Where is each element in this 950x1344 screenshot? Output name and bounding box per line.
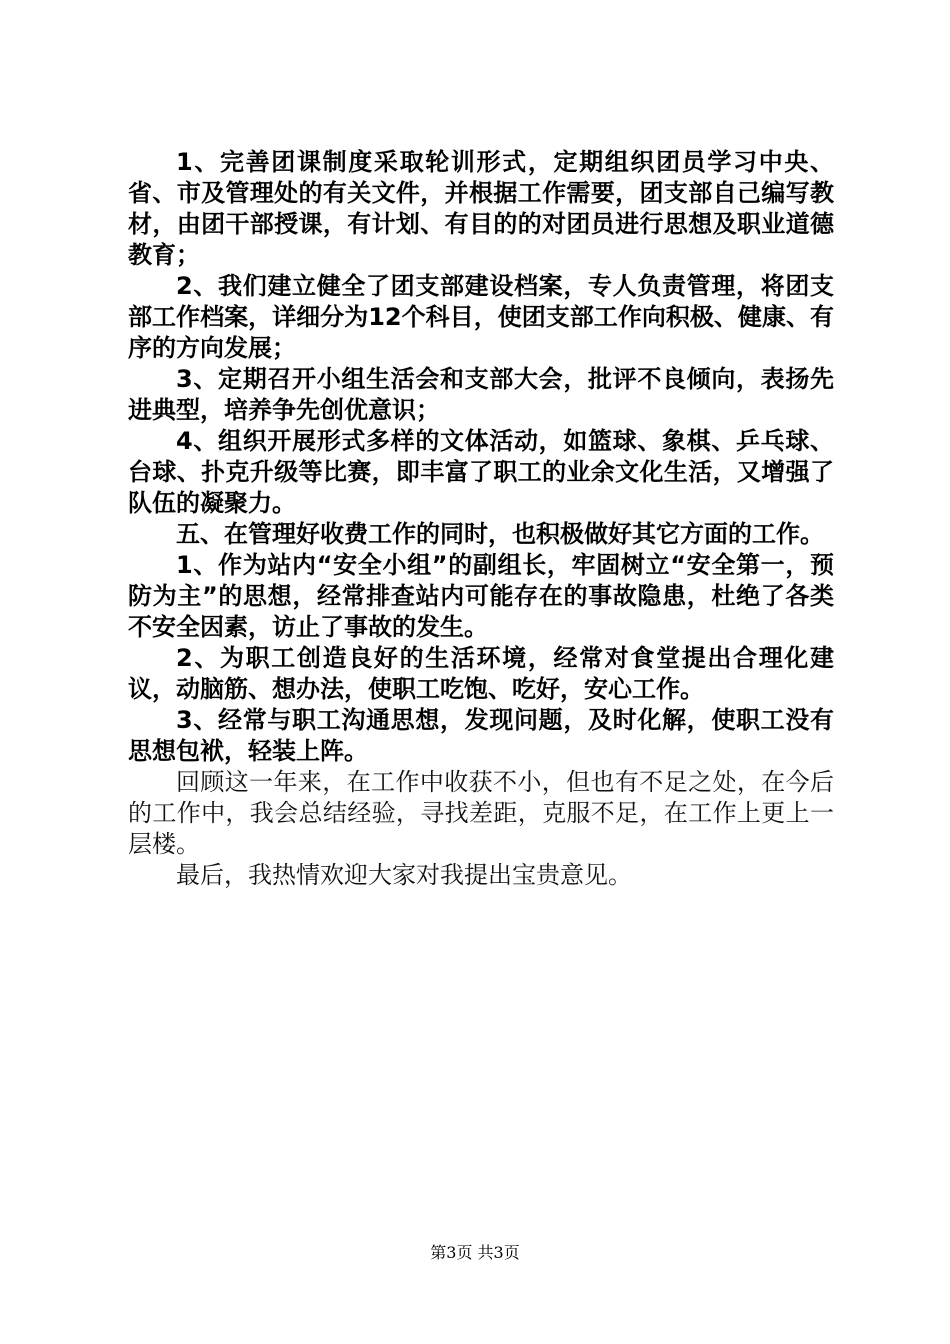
- paragraph-living-environment: 2、为职工创造良好的生活环境，经常对食堂提出合理化建议，动脑筋、想办法，使职工吃饱、吃好，安心工作。: [128, 644, 834, 703]
- paragraph-meetings: 3、定期召开小组生活会和支部大会，批评不良倾向，表扬先进典型，培养争先创优意识；: [128, 365, 834, 424]
- document-body: [128, 147, 834, 891]
- paragraph-safety: 1、作为站内“安全小组”的副组长，牢固树立“安全第一，预防为主”的思想，经常排查站内可能存在的事故隐患，杜绝了各类不安全因素，访止了事故的发生。: [128, 551, 834, 641]
- paragraph-closing: 最后，我热情欢迎大家对我提出宝贵意见。: [176, 861, 632, 889]
- page-number-footer: 第3页 共3页: [430, 1243, 520, 1262]
- paragraph-review: 回顾这一年来，在工作中收获不小，但也有不足之处，在今后的工作中，我会总结经验，寻找差距，克服不足，在工作上更上一层楼。: [128, 768, 834, 858]
- paragraph-communication: 3、经常与职工沟通思想，发现问题，及时化解，使职工没有思想包袱，轻装上阵。: [128, 706, 834, 765]
- paragraph-archives: 2、我们建立健全了团支部建设档案，专人负责管理，将团支部工作档案，详细分为12个科目，使团支部工作向积极、健康、有序的方向发展；: [128, 272, 834, 362]
- paragraph-section-five: 五、在管理好收费工作的同时，也积极做好其它方面的工作。: [176, 520, 824, 548]
- paragraph-training: 1、完善团课制度采取轮训形式，定期组织团员学习中央、省、市及管理处的有关文件，并根据工作需要，团支部自己编写教材，由团干部授课，有计划、有目的的对团员进行思想及职业道德教育；: [128, 148, 834, 269]
- paragraph-activities: 4、组织开展形式多样的文体活动，如篮球、象棋、乒乓球、台球、扑克升级等比赛，即丰富了职工的业余文化生活，又增强了队伍的凝聚力。: [128, 427, 834, 517]
